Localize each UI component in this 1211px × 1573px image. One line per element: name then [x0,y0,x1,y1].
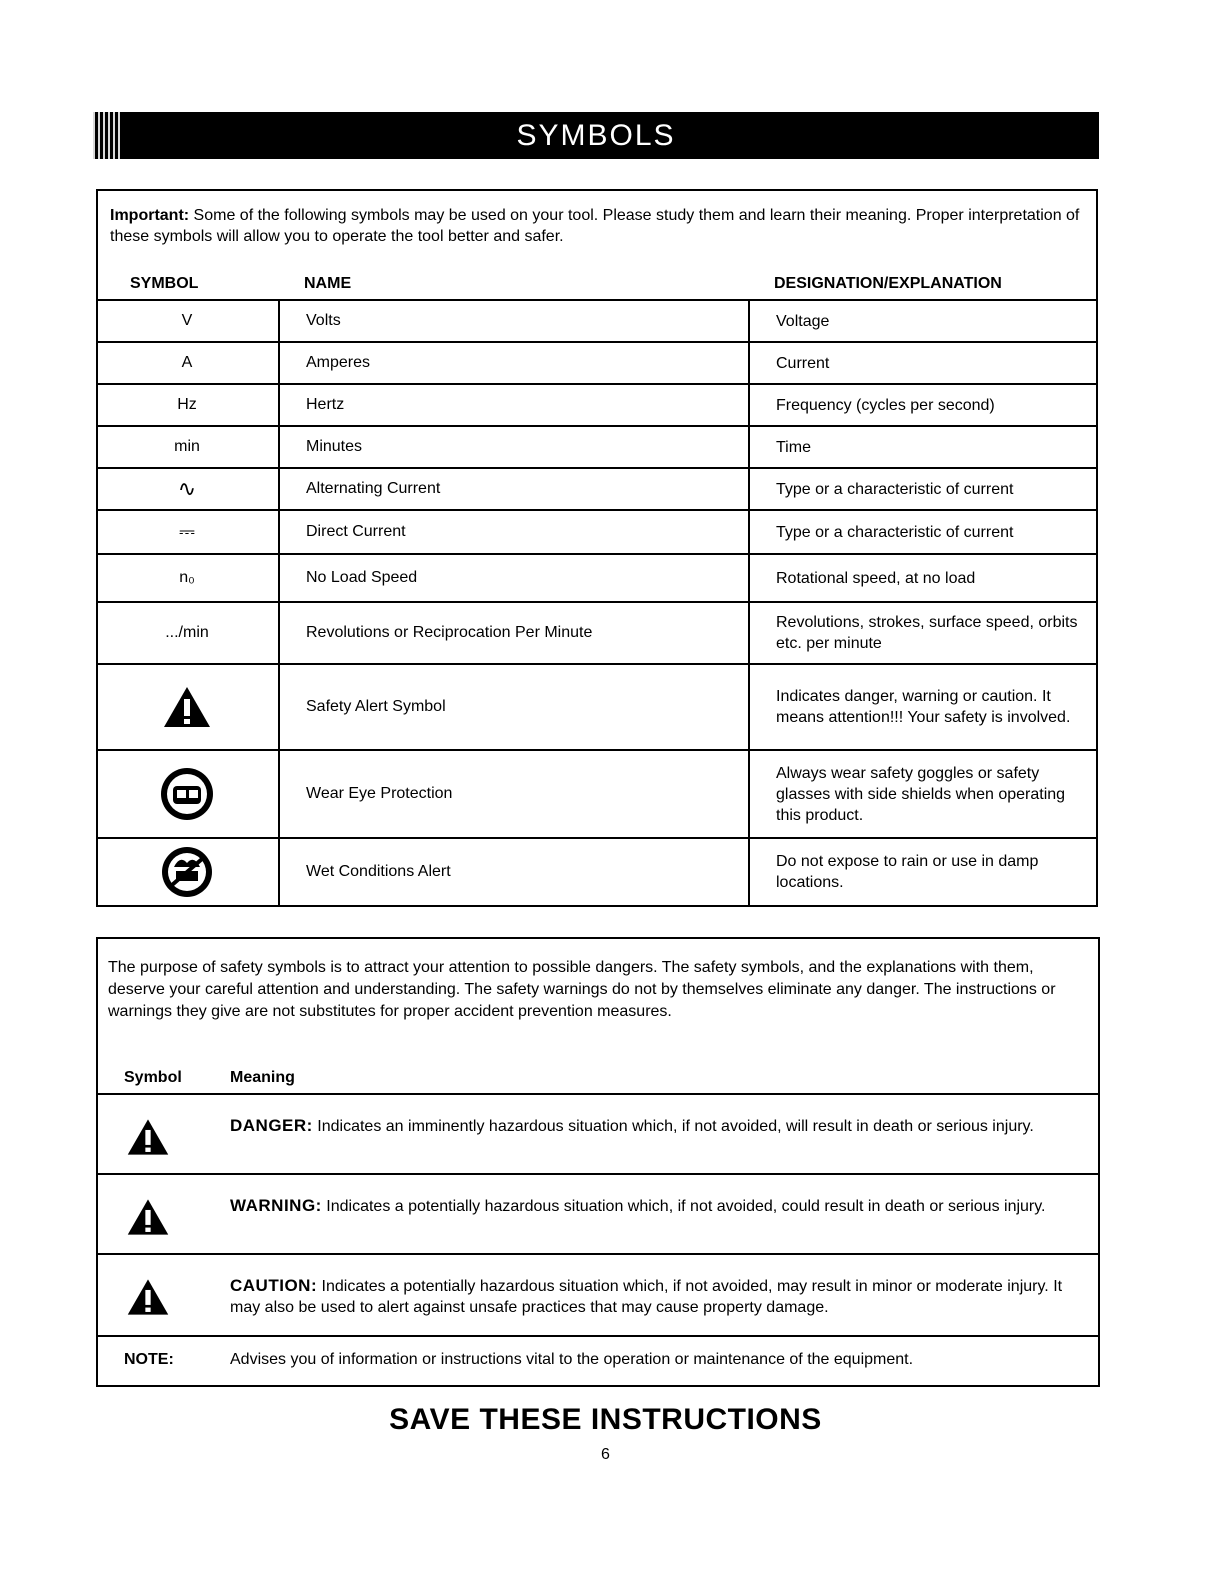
purpose-text: The purpose of safety symbols is to attract your attention to possible dangers. The safety symbols, and the explanations with them, deserve your careful attention and understanding. The safety warnings do not by themselves eliminate any danger. The instructions or warnings they give are not substitutes for proper accident prevention measures. [108,959,1056,1020]
safety-alert-icon [126,1277,170,1322]
safety-alert-icon [126,1197,170,1242]
intro-label: Important: [110,207,190,224]
note-label: NOTE: [124,1351,174,1368]
symbol-cell: Hz [177,396,197,413]
explanation-cell: Revolutions, strokes, surface speed, orbits etc. per minute [748,603,1096,663]
meaning-text [230,1115,1092,1137]
explanation-cell: Type or a characteristic of current [748,511,1096,553]
safety-alert-icon [126,1117,170,1162]
meaning-header: Meaning [230,1069,295,1086]
name-cell: Alternating Current [278,469,746,509]
table-row [98,341,1096,383]
explanation-cell: Frequency (cycles per second) [748,385,1096,425]
name-cell: Revolutions or Reciprocation Per Minute [278,603,746,663]
danger-text: Indicates an imminently hazardous situation which, if not avoided, will result in death or serious injury. [312,1118,1034,1135]
meaning-text [230,1195,1092,1217]
caution-text: Indicates a potentially hazardous situation which, if not avoided, may result in minor or moderate injury. It may also be used to alert against unsafe practices that may cause property damage. [230,1278,1063,1316]
meaning-row-danger [98,1093,1098,1173]
meaning-text [230,1275,1092,1318]
intro-text [110,205,1090,247]
symbol-cell: n₀ [179,569,195,586]
explanation-cell: Rotational speed, at no load [748,555,1096,601]
table-row [98,553,1096,601]
name-cell: Volts [278,301,746,341]
col-symbol-header: SYMBOL [130,275,199,292]
symbol-cell: A [181,354,193,371]
meaning-row-caution [98,1253,1098,1335]
symbol-cell: min [174,438,200,455]
table-row [98,425,1096,467]
table-row [98,383,1096,425]
meaning-row-warning [98,1173,1098,1253]
eye-protection-icon [98,751,276,837]
warning-text: Indicates a potentially hazardous situation which, if not avoided, could result in death or serious injury. [321,1198,1046,1215]
col-name-header: NAME [304,275,352,292]
table-row [98,749,1096,837]
table-row [98,299,1096,341]
symbol-cell: .../min [165,624,209,641]
save-instructions-heading: SAVE THESE INSTRUCTIONS [389,1403,822,1436]
name-cell: No Load Speed [278,555,746,601]
name-cell: Wet Conditions Alert [278,839,746,905]
col-explanation-header: DESIGNATION/EXPLANATION [774,275,1002,292]
danger-label: DANGER: [230,1116,313,1135]
name-cell: Safety Alert Symbol [278,665,746,749]
note-text: Advises you of information or instructions vital to the operation or maintenance of the equipment. [230,1351,914,1368]
warning-label: WARNING: [230,1196,322,1215]
table-row [98,509,1096,553]
direct-current-icon: ⎓ [179,520,195,543]
intro-body: Some of the following symbols may be used on your tool. Please study them and learn their meaning. Proper interpretation of these symbols will allow you to operate the tool better and safer. [110,207,1080,245]
table-row [98,663,1096,749]
table-row [98,467,1096,509]
explanation-cell: Time [748,427,1096,467]
name-cell: Hertz [278,385,746,425]
section-title: SYMBOLS [516,119,676,152]
name-cell: Minutes [278,427,746,467]
explanation-cell: Type or a characteristic of current [748,469,1096,509]
name-cell: Direct Current [278,511,746,553]
explanation-cell: Indicates danger, warning or caution. It means attention!!! Your safety is involved. [748,665,1096,749]
meaning-row-note [98,1335,1098,1385]
wet-conditions-icon [98,839,276,905]
section-header [93,112,1099,159]
explanation-cell: Always wear safety goggles or safety glasses with side shields when operating this product. [748,751,1096,837]
explanation-cell: Do not expose to rain or use in damp locations. [748,839,1096,905]
symbol-cell: V [181,312,193,329]
alternating-current-icon: ∿ [177,476,197,501]
table-row [98,837,1096,905]
safety-alert-icon [98,665,276,749]
name-cell: Wear Eye Protection [278,751,746,837]
table-row [98,601,1096,663]
caution-label: CAUTION: [230,1276,318,1295]
explanation-cell: Current [748,343,1096,383]
meanings-panel [96,937,1100,1387]
explanation-cell: Voltage [748,301,1096,341]
meaning-symbol-header: Symbol [124,1069,182,1086]
page-number: 6 [601,1446,610,1463]
name-cell: Amperes [278,343,746,383]
symbols-panel [96,189,1098,907]
